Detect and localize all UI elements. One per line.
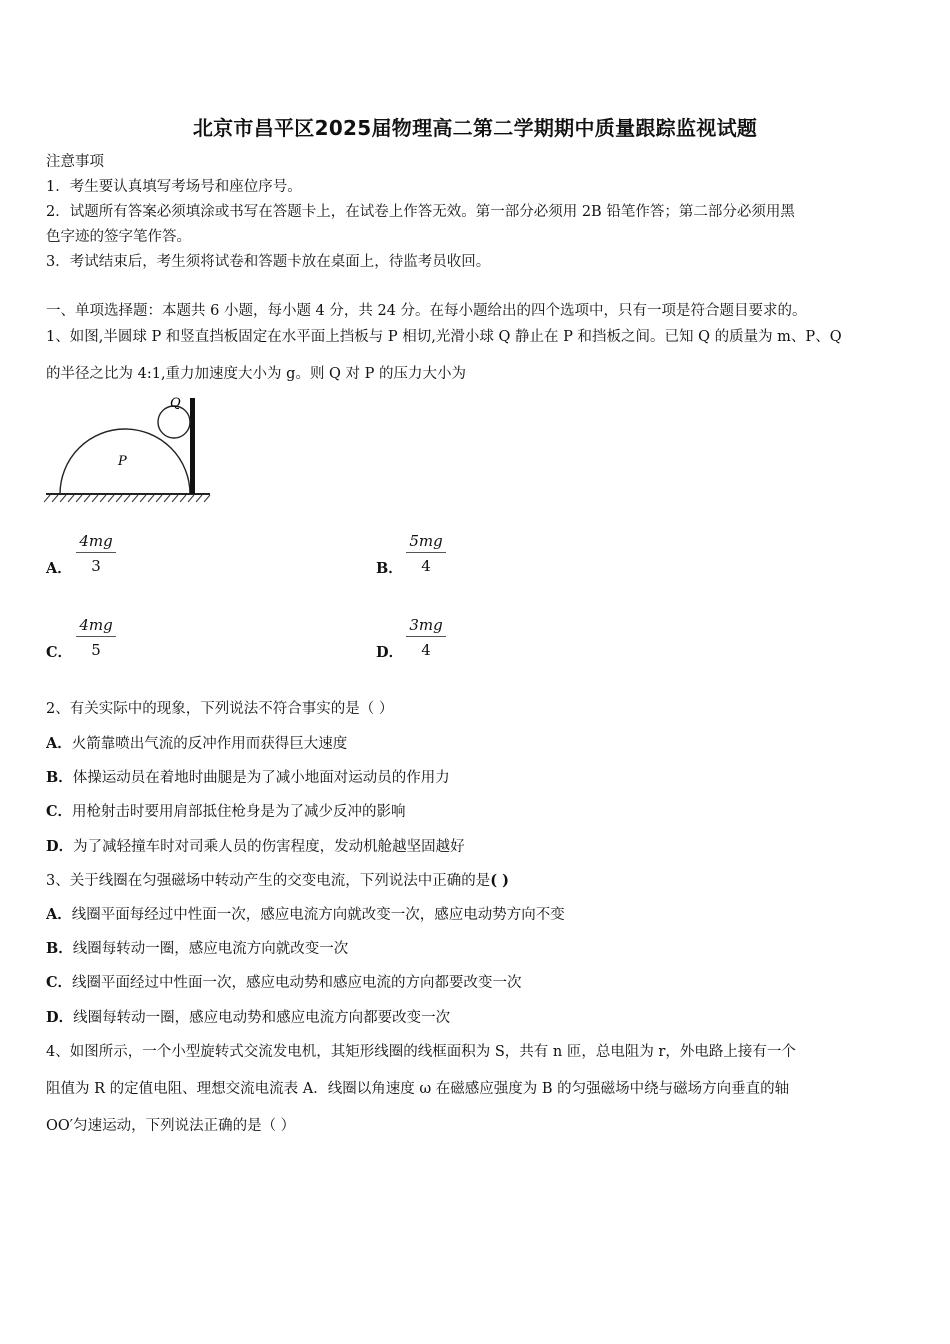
q3-stem-paren: ( )	[490, 872, 510, 889]
q4-stem-line2: 阻值为 R 的定值电阻、理想交流电流表 A．线圈以角速度 ω 在磁感应强度为 B 的匀强磁场中绕与磁场方向垂直的轴	[46, 1081, 790, 1097]
q3-option-b-text: 线圈每转动一圈，感应电流方向就改变一次	[72, 941, 349, 957]
q1-option-c-num: 4mg	[76, 616, 116, 637]
q3-option-c-text: 线圈平面经过中性面一次，感应电动势和感应电流的方向都要改变一次	[72, 975, 522, 991]
q3-option-d-letter: D．	[46, 1009, 74, 1026]
q1-option-a-num: 4mg	[76, 532, 116, 553]
notice-item-2: 2．试题所有答案必须填涂或书写在答题卡上，在试卷上作答无效。第一部分必须用 2B 铅笔作答；第二部分必须用黑	[46, 204, 795, 220]
q4-stem-line3: OO′匀速运动，下列说法正确的是（ ）	[46, 1118, 296, 1134]
q1-option-a-fraction	[76, 532, 116, 575]
q2-option-d-text: 为了减轻撞车时对司乘人员的伤害程度，发动机舱越坚固越好	[73, 839, 465, 855]
q2-option-b-text: 体操运动员在着地时曲腿是为了减小地面对运动员的作用力	[72, 770, 450, 786]
q3-option-a	[46, 905, 910, 925]
q1-option-d-fraction	[406, 616, 446, 659]
page-title: 北京市昌平区2025届物理高二第二学期期中质量跟踪监视试题	[192, 116, 758, 140]
vertical-board	[190, 398, 195, 494]
q2-stem: 2、有关实际中的现象，下列说法不符合事实的是（ ）	[46, 701, 394, 717]
q1-option-c-den: 5	[91, 641, 101, 659]
notice-item-2-cont: 色字迹的签字笔作答。	[46, 229, 191, 245]
q2-option-a-text: 火箭靠喷出气流的反冲作用而获得巨大速度	[71, 736, 348, 752]
q1-stem-line1: 1、如图,半圆球 P 和竖直挡板固定在水平面上挡板与 P 相切,光滑小球 Q 静止在 P 和挡板之间。已知 Q 的质量为 m、P、Q	[46, 329, 842, 345]
q2-option-d	[46, 837, 910, 857]
notice-item-3: 3．考试结束后，考生须将试卷和答题卡放在桌面上，待监考员收回。	[46, 254, 491, 270]
q3-option-b-letter: B．	[46, 940, 73, 957]
q1-option-c-fraction	[76, 616, 116, 659]
q3-option-a-text: 线圈平面每经过中性面一次，感应电流方向就改变一次，感应电动势方向不变	[71, 907, 565, 923]
q2-option-a	[46, 734, 910, 754]
q1-option-b-letter: B．	[376, 560, 403, 577]
label-q: Q	[170, 396, 181, 411]
q1-option-b-den: 4	[421, 557, 431, 575]
q4-stem-line1: 4、如图所示，一个小型旋转式交流发电机，其矩形线圈的线框面积为 S，共有 n 匝，总电阻为 r，外电路上接有一个	[46, 1044, 796, 1060]
q1-option-b-num: 5mg	[406, 532, 446, 553]
label-p: P	[118, 454, 127, 469]
q3-stem-text: 3、关于线圈在匀强磁场中转动产生的交变电流，下列说法中正确的是	[46, 873, 491, 889]
q2-option-b-letter: B．	[46, 769, 73, 786]
q3-option-d	[46, 1008, 910, 1028]
notice-heading: 注意事项	[46, 154, 104, 170]
q1-option-c-letter: C．	[46, 644, 73, 661]
section-heading: 一、单项选择题：本题共 6 小题，每小题 4 分，共 24 分。在每小题给出的四个选项中，只有一项是符合题目要求的。	[46, 303, 807, 319]
q1-figure	[44, 392, 214, 504]
q3-option-a-letter: A．	[46, 906, 72, 923]
q2-option-c-text: 用枪射击时要用肩部抵住枪身是为了减少反冲的影响	[72, 804, 406, 820]
q1-option-d-letter: D．	[376, 644, 404, 661]
q1-option-d-num: 3mg	[406, 616, 446, 637]
q1-option-a-letter: A．	[46, 560, 72, 577]
q2-option-a-letter: A．	[46, 735, 72, 752]
q2-option-c-letter: C．	[46, 803, 73, 820]
q2-option-b	[46, 768, 910, 788]
q3-stem	[46, 871, 910, 891]
q1-stem-line2: 的半径之比为 4:1,重力加速度大小为 g。则 Q 对 P 的压力大小为	[46, 366, 467, 382]
q1-option-b-fraction	[406, 532, 446, 575]
q1-option-d-den: 4	[421, 641, 431, 659]
ground-hatching	[44, 494, 210, 502]
q3-option-d-text: 线圈每转动一圈，感应电动势和感应电流方向都要改变一次	[73, 1010, 451, 1026]
q1-option-a-den: 3	[91, 557, 101, 575]
q3-option-c-letter: C．	[46, 974, 73, 991]
notice-item-1: 1．考生要认真填写考场号和座位序号。	[46, 179, 302, 195]
q3-option-c	[46, 973, 910, 993]
q3-option-b	[46, 939, 910, 959]
q2-option-d-letter: D．	[46, 838, 74, 855]
q2-option-c	[46, 802, 910, 822]
